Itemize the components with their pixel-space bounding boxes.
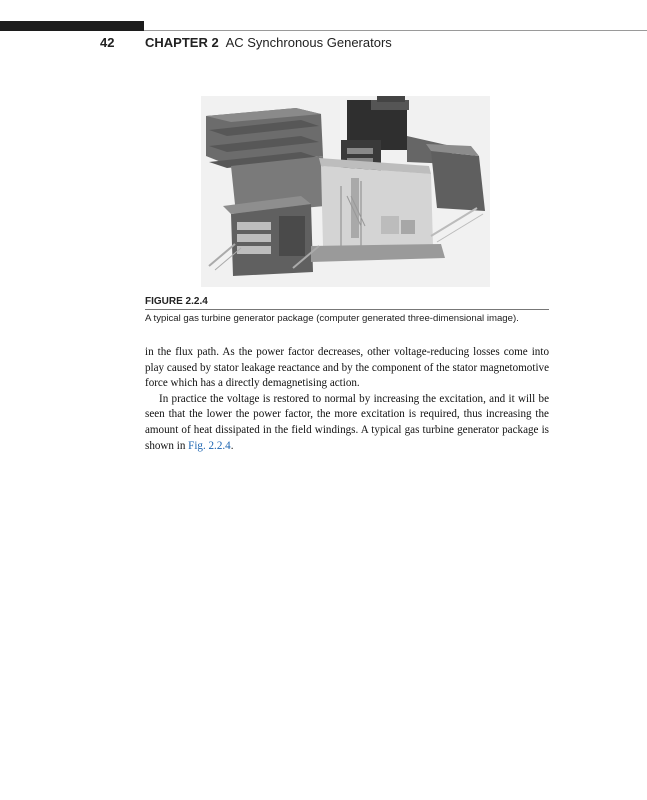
figure-caption: A typical gas turbine generator package (computer generated three-dimensional image). (145, 313, 519, 324)
chapter-title: AC Synchronous Generators (225, 35, 392, 50)
running-head (145, 35, 392, 50)
paragraph-2 (145, 392, 549, 454)
figure-reference-link[interactable]: Fig. 2.2.4 (188, 439, 231, 452)
paragraph-1: in the flux path. As the power factor decreases, other voltage-reducing losses come into play caused by stator leakage reactance and by the component of the stator magnetomotive force which has a directly demagnetising action. (145, 346, 549, 390)
page-number: 42 (100, 35, 115, 50)
figure-label: FIGURE 2.2.4 (145, 296, 208, 307)
figure-rule (145, 309, 549, 310)
paragraph-2-text: In practice the voltage is restored to normal by increasing the excitation, and it will be seen that the lower the power factor, the more excitation is required, thus increasing the amount of heat dissipated in the field windings. A typical gas turbine generator package is shown in (145, 392, 549, 452)
header-bar (0, 21, 144, 31)
paragraph-2-end: . (230, 439, 234, 452)
header-rule (144, 30, 647, 31)
gas-turbine-illustration (201, 96, 490, 287)
figure-image (201, 96, 490, 287)
chapter-label: CHAPTER 2 (145, 35, 219, 50)
body-text (145, 345, 549, 454)
